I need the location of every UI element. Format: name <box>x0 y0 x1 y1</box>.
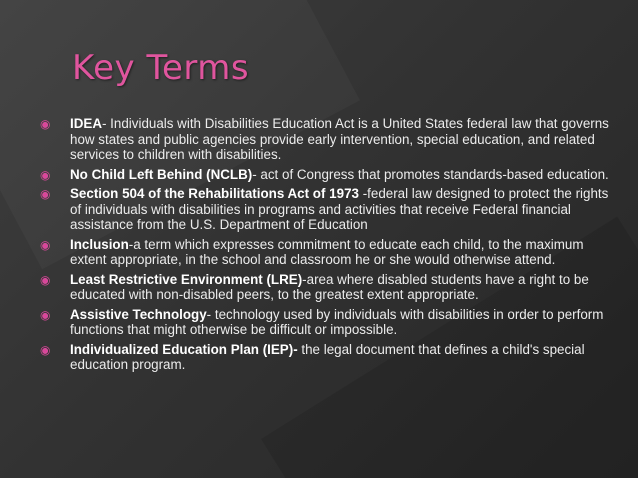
term-name: IDEA <box>70 116 102 131</box>
term-lre <box>40 272 615 303</box>
term-idea <box>40 116 615 163</box>
term-definition: - technology used by individuals with disabilities in order to perform functions that might otherwise be difficult or impossible. <box>70 306 604 337</box>
term-nclb <box>40 167 615 183</box>
term-section-504 <box>40 186 615 233</box>
target-bullet-icon: ◉ <box>40 237 51 252</box>
term-definition: - act of Congress that promotes standards-based education. <box>252 166 609 182</box>
slide-title: Key Terms <box>72 48 250 88</box>
term-definition: the legal document that defines a child's special education program. <box>70 341 585 372</box>
term-iep <box>40 342 615 373</box>
term-name: No Child Left Behind (NCLB) <box>70 166 253 182</box>
term-definition: - Individuals with Disabilities Education Act is a United States federal law that governs how states and public agencies provide early intervention, special education, and related services to children with disabilities. <box>70 116 609 162</box>
target-bullet-icon: ◉ <box>40 117 51 131</box>
term-name: Assistive Technology <box>70 306 207 322</box>
term-definition: -a term which expresses commitment to educate each child, to the maximum extent appropriate, in the school and classroom he or she would otherwise attend. <box>70 236 584 267</box>
target-bullet-icon: ◉ <box>40 342 51 357</box>
term-name: Section 504 of the Rehabilitations Act of 1973 <box>70 186 359 201</box>
term-name: Least Restrictive Environment (LRE) <box>70 271 303 287</box>
term-assistive-technology <box>40 307 615 338</box>
key-terms-list <box>40 116 615 377</box>
term-definition: -area where disabled students have a right to be educated with non-disabled peers, to the greatest extent appropriate. <box>70 271 589 302</box>
term-name: Inclusion <box>70 236 129 252</box>
term-inclusion <box>40 237 615 268</box>
target-bullet-icon: ◉ <box>40 307 51 322</box>
target-bullet-icon: ◉ <box>40 187 51 201</box>
target-bullet-icon: ◉ <box>40 167 51 182</box>
term-definition: -federal law designed to protect the rights of individuals with disabilities in programs and activities that receive Federal financial assistance from the U.S. Department of Education <box>70 186 609 232</box>
target-bullet-icon: ◉ <box>40 272 51 287</box>
term-name: Individualized Education Plan (IEP)- <box>70 341 298 357</box>
